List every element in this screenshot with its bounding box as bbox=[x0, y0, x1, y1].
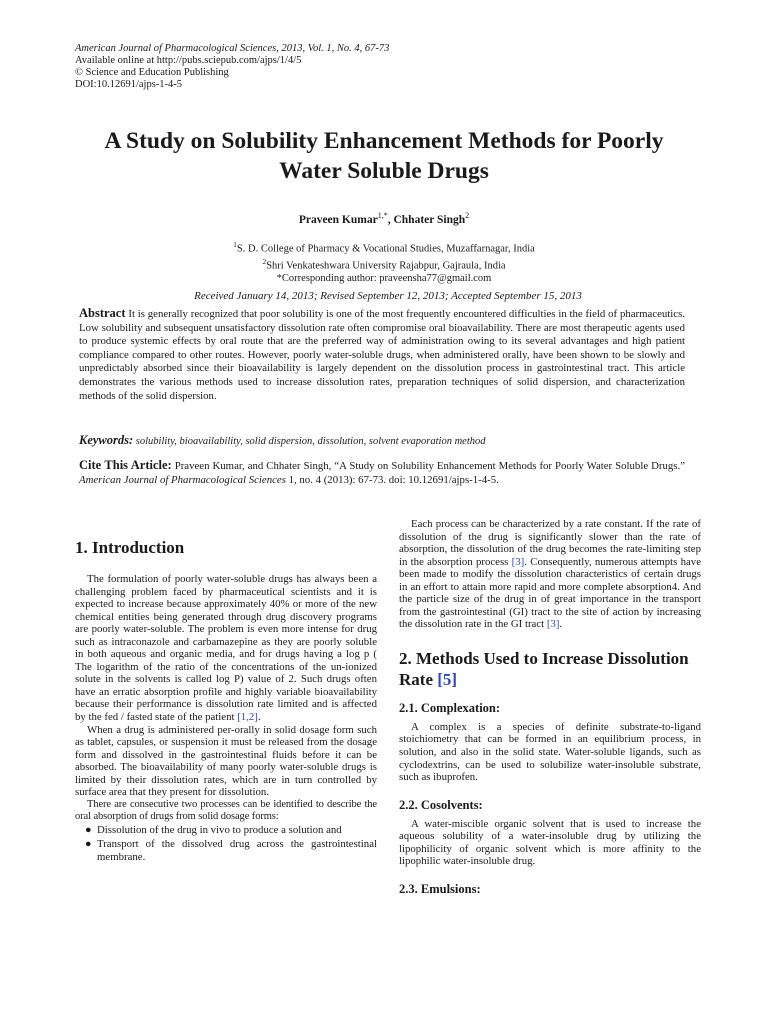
rate-constant-paragraph bbox=[399, 518, 701, 631]
affiliation-1 bbox=[0, 239, 768, 256]
corresponding-author: *Corresponding author: praveensha77@gmail.com bbox=[276, 273, 492, 284]
right-column bbox=[399, 518, 701, 897]
affiliation-2-marker: 2 bbox=[262, 257, 267, 266]
rate-paragraph-text-b: . Consequently, numerous attempts have been made to modify the dissolution characteristics of certain drugs in an effort to attain more rapid and more complete absorption4. And the particle size of the drug in of great importance in the transport from the gastrointestinal (GI) tract to the site of action by increasing the dissolution rate in the GI tract bbox=[399, 555, 701, 631]
citation-link-1-2[interactable]: [1,2] bbox=[237, 711, 258, 724]
author-2-affil: 2 bbox=[465, 211, 470, 220]
affiliation-2-text: Shri Venkateshwara University Rajabpur, Gajraula, India bbox=[266, 260, 506, 272]
author-separator: , bbox=[387, 213, 394, 226]
keywords bbox=[79, 433, 685, 448]
cite-text-2: 1, no. 4 (2013): 67-73. doi: 10.12691/ajps-1-4-5. bbox=[288, 473, 499, 486]
cite-this-article bbox=[79, 459, 685, 487]
author-list bbox=[0, 211, 768, 226]
journal-header bbox=[75, 43, 389, 91]
intro-paragraph-3: There are consecutive two processes can be identified to describe the oral absorption of drugs from solid dosage forms: bbox=[75, 798, 377, 823]
absorption-process-list bbox=[75, 824, 377, 864]
methods-heading-text: 2. Methods Used to Increase Dissolution Rate bbox=[399, 648, 689, 689]
journal-citation-line: American Journal of Pharmacological Sciences, 2013, Vol. 1, No. 4, 67-73 bbox=[75, 43, 390, 54]
section-heading-methods bbox=[399, 648, 701, 690]
affiliation-1-marker: 1 bbox=[233, 240, 237, 249]
subsection-heading-emulsions: 2.3. Emulsions: bbox=[399, 881, 481, 896]
bullet-icon: ● bbox=[85, 823, 92, 836]
rate-paragraph-end: . bbox=[559, 618, 563, 631]
intro-paragraph-1 bbox=[75, 573, 377, 724]
list-item-text: Transport of the dissolved drug across the gastrointestinal membrane. bbox=[97, 838, 377, 864]
intro-paragraph-2: When a drug is administered per-orally in solid dosage form such as tablet, capsules, or suspension it must be released from the dosage form and dissolved in the gastrointestinal fluids before it can be absorbed. The bioavailability of many poorly water-soluble drugs is limited by their dissolution rates, which are in turn controlled by surface area that they present for dissolution. bbox=[75, 723, 377, 799]
cosolvents-paragraph: A water-miscible organic solvent that is used to increase the aqueous solubility of a water-insoluble drug by utilizing the lipophilicity of organic solvent which is more affinity to the lipophilic water-insoluble drug. bbox=[399, 817, 701, 868]
author-1: Praveen Kumar bbox=[298, 213, 378, 226]
intro-paragraph-1-end: . bbox=[257, 711, 261, 724]
left-column bbox=[75, 537, 377, 864]
cite-label: Cite This Article: bbox=[79, 458, 172, 472]
affiliation-2 bbox=[0, 256, 768, 273]
citation-link-3[interactable]: [3] bbox=[511, 555, 525, 568]
list-item bbox=[75, 838, 377, 863]
cite-journal: American Journal of Pharmacological Sciences bbox=[79, 473, 286, 486]
citation-link-3b[interactable]: [3] bbox=[546, 618, 560, 631]
title-line-2: Water Soluble Drugs bbox=[279, 158, 489, 184]
abstract-label: Abstract bbox=[79, 306, 126, 320]
affiliations bbox=[0, 239, 768, 286]
online-availability-line: Available online at http://pubs.sciepub.com/ajps/1/4/5 bbox=[75, 55, 302, 66]
keywords-label: Keywords: bbox=[79, 433, 134, 447]
title-line-1: A Study on Solubility Enhancement Methods for Poorly bbox=[104, 128, 664, 154]
abstract bbox=[79, 307, 685, 403]
list-item-text: Dissolution of the drug in vivo to produce a solution and bbox=[97, 823, 342, 836]
author-2: Chhater Singh bbox=[393, 213, 466, 226]
publisher-line: © Science and Education Publishing bbox=[75, 67, 229, 78]
paper-title bbox=[40, 126, 728, 186]
abstract-text: It is generally recognized that poor solubility is one of the most frequently encountered difficulties in the field of pharmaceutics. Low solubility and subsequent unsatisfactory dissolution rate often compromise oral bioavailability. There are most therapeutic agents used to produce systemic effects by oral route that are the preferred way of administration owing to its several advantages and high patient compliance compared to other routes. However, poorly water-soluble drugs, when administered orally, have been shown to be slowly and unpredictably absorbed since their bioavailability is largely dependent on the dissolution process in gastrointestinal tract. This article demonstrates the various methods used to increase dissolution rates, preparation techniques of solid dispersion, and characterization methods of the solid dispersion. bbox=[79, 308, 685, 402]
intro-paragraph-1-text: The formulation of poorly water-soluble drugs has always been a challenging problem faced by pharmaceutical scientists and it is expected to increase because approximately 40% or more of the new chemical entities being generated through drug discovery programs are poorly water-soluble. The problem is even more intense for drug such as intraconazole and carbamazepine as they are poorly soluble in both aqueous and organic media, and for drugs having a log p ( The logarithm of the ratio of the concentrations of the un-ionized solute in the solvents is called log P) value of 2. Such drugs often have an erratic absorption profile and highly variable bioavailability because their performance is dissolution rate limited and is affected by the fed / fasted state of the patient bbox=[75, 573, 377, 724]
list-item bbox=[75, 824, 377, 837]
section-heading-introduction: 1. Introduction bbox=[75, 538, 185, 557]
rate-paragraph-text-a: Each process can be characterized by a rate constant. If the rate of dissolution of the drug is significantly slower than the rate of absorption, the dissolution of the drug becomes the rate-limiting step in the absorption process bbox=[399, 518, 701, 568]
author-1-affil: 1,* bbox=[377, 211, 388, 220]
doi-line: DOI:10.12691/ajps-1-4-5 bbox=[75, 79, 183, 90]
publication-dates: Received January 14, 2013; Revised September 12, 2013; Accepted September 15, 2013 bbox=[194, 290, 582, 302]
keywords-text: solubility, bioavailability, solid dispersion, dissolution, solvent evaporation method bbox=[135, 436, 486, 447]
subsection-heading-complexation: 2.1. Complexation: bbox=[399, 700, 501, 715]
citation-link-5[interactable]: [5] bbox=[437, 669, 458, 689]
complexation-paragraph: A complex is a species of definite substrate-to-ligand stoichiometry that can be formed in an equilibrium process, in solution, and also in the solid state. Water-soluble ligands, such as cyclodextrins, can be used to solubilize water-insoluble substrate, such as ibuprofen. bbox=[399, 720, 701, 784]
bullet-icon: ● bbox=[85, 838, 92, 851]
cite-text-1: Praveen Kumar, and Chhater Singh, “A Study on Solubility Enhancement Methods for Poorly Water Soluble Drugs.” bbox=[174, 460, 685, 472]
affiliation-1-text: S. D. College of Pharmacy & Vocational Studies, Muzaffarnagar, India bbox=[236, 243, 535, 255]
subsection-heading-cosolvents: 2.2. Cosolvents: bbox=[399, 797, 483, 812]
